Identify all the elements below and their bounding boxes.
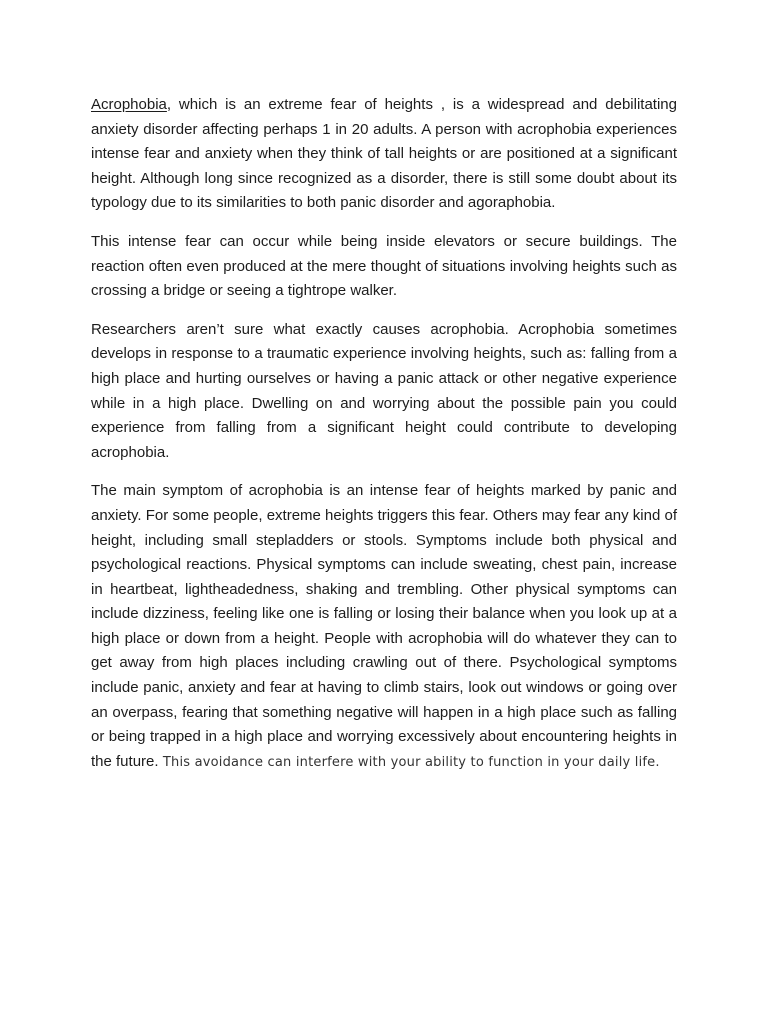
paragraph-symptoms (91, 479, 677, 775)
document-body (91, 93, 677, 789)
paragraph-tail-text: This avoidance can interfere with your ability to function in your daily life. (158, 754, 660, 770)
term-acrophobia: Acrophobia (91, 96, 167, 113)
paragraph-text: Researchers aren’t sure what exactly causes acrophobia. Acrophobia sometimes develops in response to a traumatic experience involving heights, such as: falling from a high place and hurting ourselves or having a panic attack or other negative experience while in a high place. Dwelling on and worrying about the possible pain you could experience from falling from a significant height could contribute to developing acrophobia. (91, 320, 677, 461)
paragraph-text: This intense fear can occur while being inside elevators or secure buildings. The reaction often even produced at the mere thought of situations involving heights such as crossing a bridge or seeing a tightrope walker. (91, 232, 677, 300)
paragraph-triggers (91, 230, 677, 304)
paragraph-definition (91, 93, 677, 216)
paragraph-causes (91, 318, 677, 466)
paragraph-text: The main symptom of acrophobia is an intense fear of heights marked by panic and anxiety. For some people, extreme heights triggers this fear. Others may fear any kind of height, including small stepladders or stools. Symptoms include both physical and psychological reactions. Physical symptoms can include sweating, chest pain, increase in heartbeat, lightheadedness, shaking and trembling. Other physical symptoms can include dizziness, feeling like one is falling or losing their balance when you look up at a high place or down from a height. People with acrophobia will do whatever they can to get away from high places including crawling out of there. Psychological symptoms include panic, anxiety and fear at having to climb stairs, look out windows or going over an overpass, fearing that something negative will happen in a high place such as falling or being trapped in a high place and worrying excessively about encountering heights in the future. (91, 482, 677, 770)
paragraph-text: , which is an extreme fear of heights , is a widespread and debilitating anxiety disorder affecting perhaps 1 in 20 adults. A person with acrophobia experiences intense fear and anxiety when they think of tall heights or are positioned at a significant height. Although long since recognized as a disorder, there is still some doubt about its typology due to its similarities to both panic disorder and agoraphobia. (91, 96, 677, 212)
